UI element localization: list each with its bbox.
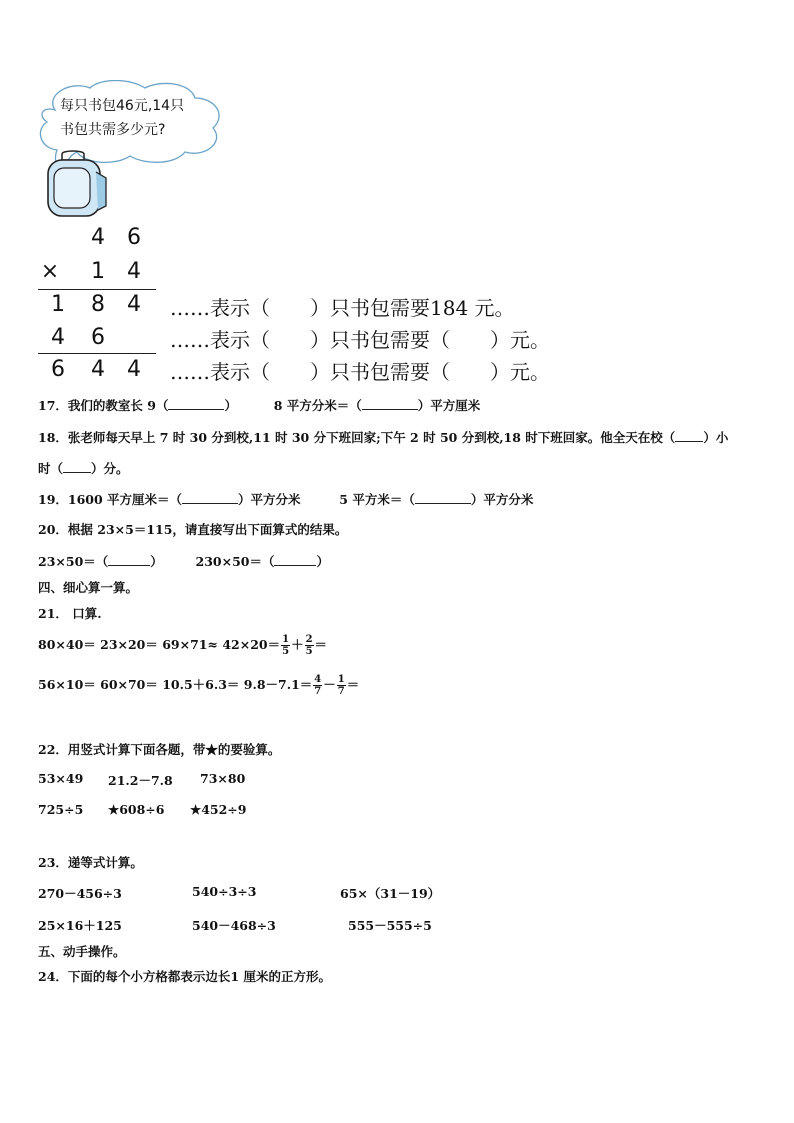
answer-blank[interactable] bbox=[182, 493, 238, 504]
digit: 6 bbox=[51, 357, 65, 382]
question-text: 8 平方分米＝（ bbox=[273, 398, 362, 413]
calc-divider bbox=[38, 353, 156, 354]
equals-sign: ＝ bbox=[346, 677, 360, 692]
calc-divider bbox=[38, 289, 156, 290]
question-text: ） bbox=[150, 554, 163, 569]
question-18-cont bbox=[38, 459, 129, 477]
digit: 4 bbox=[127, 259, 141, 284]
annotation-line: ……表示（ ）只书包需要184 元。 bbox=[170, 296, 515, 320]
question-text: 23×50＝（ bbox=[38, 554, 109, 569]
fraction bbox=[313, 674, 322, 697]
annotation-line: ……表示（ ）只书包需要（ ）元。 bbox=[170, 360, 550, 384]
question-20-title: 20．根据 23×5＝115，请直接写出下面算式的结果。 bbox=[38, 522, 348, 537]
answer-blank[interactable] bbox=[274, 555, 316, 566]
calc-item: 73×80 bbox=[200, 771, 246, 786]
answer-blank[interactable] bbox=[63, 462, 91, 473]
fraction-denominator: 7 bbox=[337, 686, 345, 697]
question-text: 56×10＝ 60×70＝ 10.5＋6.3＝ 9.8－7.1＝ bbox=[38, 677, 313, 692]
question-text: 19．1600 平方厘米＝（ bbox=[38, 492, 183, 507]
question-17 bbox=[38, 396, 480, 414]
question-text: ） bbox=[316, 554, 329, 569]
bubble-line-1: 每只书包46元,14只 bbox=[60, 98, 185, 114]
fraction-denominator: 5 bbox=[282, 646, 290, 657]
question-text: 17．我们的教室长 9（ bbox=[38, 398, 169, 413]
answer-blank[interactable] bbox=[362, 399, 418, 410]
question-23-title: 23．递等式计算。 bbox=[38, 855, 143, 870]
digit: 4 bbox=[51, 325, 65, 350]
calc-item: 555－555÷5 bbox=[348, 918, 432, 933]
digit: 4 bbox=[91, 357, 105, 382]
digit: 4 bbox=[127, 357, 141, 382]
fraction bbox=[305, 634, 314, 657]
minus-sign: － bbox=[323, 677, 336, 692]
digit: 4 bbox=[91, 225, 105, 250]
fraction-numerator: 1 bbox=[282, 634, 290, 645]
calc-item: 65×（31－19） bbox=[340, 886, 441, 901]
annotation-line: ……表示（ ）只书包需要（ ）元。 bbox=[170, 328, 550, 352]
calc-item: 540÷3÷3 bbox=[192, 884, 257, 899]
question-20 bbox=[38, 552, 329, 570]
question-21-title: 21． 口算. bbox=[38, 606, 102, 621]
bubble-line-2: 书包共需多少元? bbox=[60, 122, 166, 138]
question-21-line-2 bbox=[38, 674, 359, 697]
question-text: ）分。 bbox=[91, 461, 129, 476]
illustration bbox=[35, 80, 235, 220]
calc-item: 725÷5 bbox=[38, 802, 84, 817]
question-21-line-1 bbox=[38, 634, 327, 657]
question-19 bbox=[38, 490, 533, 508]
fraction-numerator: 2 bbox=[305, 634, 313, 645]
digit: 1 bbox=[51, 292, 65, 317]
digit: 1 bbox=[91, 259, 105, 284]
section-heading: 四、细心算一算。 bbox=[38, 580, 139, 595]
calc-item: 21.2－7.8 bbox=[108, 773, 173, 788]
question-text: ）平方厘米 bbox=[417, 398, 481, 413]
question-text: ）平方分米 bbox=[238, 492, 301, 507]
digit: 6 bbox=[91, 325, 105, 350]
answer-blank[interactable] bbox=[108, 555, 150, 566]
fraction bbox=[337, 674, 346, 697]
calc-item: 53×49 bbox=[38, 771, 84, 786]
question-22-title: 22．用竖式计算下面各题，带★的要验算。 bbox=[38, 742, 281, 757]
question-text: 80×40＝ 23×20＝ 69×71≈ 42×20＝ bbox=[38, 637, 281, 652]
fraction-numerator: 1 bbox=[337, 674, 345, 685]
question-text: 5 平方米＝（ bbox=[339, 492, 415, 507]
question-text: ） bbox=[224, 398, 237, 413]
digit: 8 bbox=[91, 292, 105, 317]
fraction bbox=[281, 634, 290, 657]
calc-item: 540－468÷3 bbox=[192, 918, 276, 933]
question-text: 18．张老师每天早上 7 时 30 分到校,11 时 30 分下班回家;下午 2 时 50 分到校,18 时下班回家。他全天在校（ bbox=[38, 430, 676, 445]
question-text: 时（ bbox=[38, 461, 64, 476]
fraction-numerator: 4 bbox=[314, 674, 322, 685]
digit: 4 bbox=[127, 292, 141, 317]
fraction-denominator: 7 bbox=[314, 686, 322, 697]
calc-item: ★608÷6 bbox=[108, 802, 165, 817]
question-text: ）小 bbox=[703, 430, 729, 445]
question-text: 230×50＝（ bbox=[195, 554, 275, 569]
multiply-sign: × bbox=[40, 259, 60, 284]
calc-item: 270－456÷3 bbox=[38, 886, 122, 901]
answer-blank[interactable] bbox=[168, 399, 224, 410]
backpack-icon bbox=[40, 150, 110, 220]
calc-item: 25×16＋125 bbox=[38, 918, 122, 933]
question-text: ）平方分米 bbox=[470, 492, 534, 507]
plus-sign: ＋ bbox=[291, 637, 304, 652]
calc-item: ★452÷9 bbox=[190, 802, 247, 817]
fraction-denominator: 5 bbox=[305, 646, 313, 657]
equals-sign: ＝ bbox=[314, 637, 328, 652]
answer-blank[interactable] bbox=[675, 431, 703, 442]
question-18 bbox=[38, 428, 728, 446]
question-24: 24．下面的每个小方格都表示边长1 厘米的正方形。 bbox=[38, 969, 331, 984]
section-heading: 五、动手操作。 bbox=[38, 944, 126, 959]
answer-blank[interactable] bbox=[415, 493, 471, 504]
digit: 6 bbox=[127, 225, 141, 250]
